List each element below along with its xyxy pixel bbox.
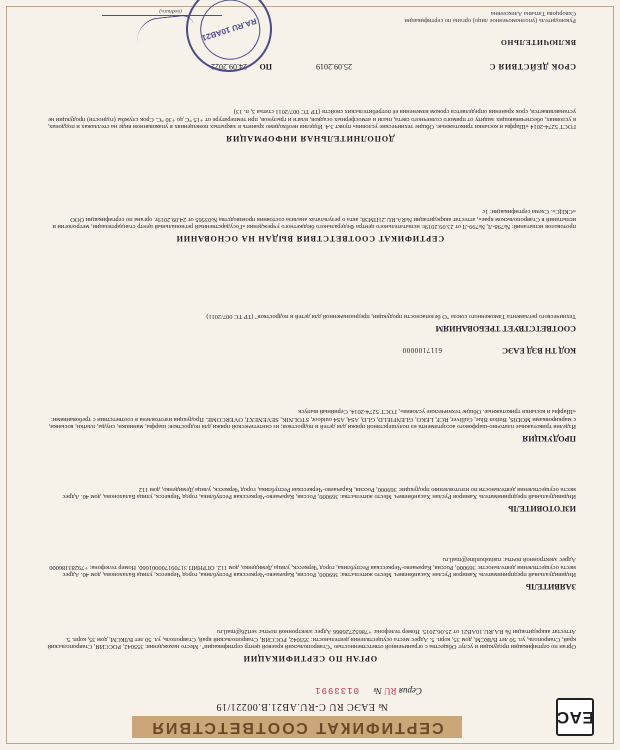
signature-label: (подпись) (159, 8, 182, 14)
head-name: Скворцова Татьяна Алексеевна (490, 9, 576, 17)
tnved-value: 6117100000 (402, 346, 442, 354)
compliance-text: Технического регламента Таможенного союза "О безопасности продукции, предназначенной для детей и подростков" (ТР ТС 007/2011) (206, 313, 576, 320)
tnved-title: КОД ТН ВЭД ЕАЭС (502, 346, 576, 355)
head-of-body-note (276, 9, 576, 24)
applicant-text: Индивидуальный предприниматель Хамиров Руслан Хасанбиевич. Место жительства: 369000, Россия, Карачаево-Черкесская Республика, город Черкесск, улица Балахонова, дом 40. Адрес места осуществления деятельности: 369000, Россия, Карачаево-Черкесская Республика, город Черкесск, улица Демиденко, дом 112. ОГРНИП 317091700001660. Номер телефона: +79283186000 Адрес электронной почты: rustushonline@mail.ru (49, 556, 576, 578)
certificate-title: СЕРТИФИКАТ СООТВЕТСТВИЯ (132, 716, 462, 738)
series-value: RU (383, 686, 397, 696)
manufacturer-text: Индивидуальный предприниматель Хамиров Руслан Хасанбиевич. Место жительства: 369000, Россия, Карачаево-Черкесская Республика, город Черкесск, улица Балахонова, дом 40. Адрес места осуществления деятельности по изготовлению продукции: 369000, Россия, Карачаево-Черкесская Республика, город Черкесск, улица Демиденко, дом 112 (62, 485, 576, 500)
basis-title: СЕРТИФИКАТ СООТВЕТСТВИЯ ВЫДАН НА ОСНОВАНИИ (175, 234, 445, 243)
eac-logo: EAC (556, 698, 594, 736)
series-label: Серия (398, 686, 422, 696)
validity-to: 24.09.2022 (211, 62, 247, 71)
validity-label: СРОК ДЕЙСТВИЯ С (489, 62, 576, 71)
series-line (314, 686, 422, 694)
head-note-text: Руководитель (уполномоченное лицо) органа по сертификации (404, 17, 576, 24)
additional-info-text: ГОСТ 5274-2014 «Шарфы и косынки трикотажные. Общие технические условия» пункт 3.4. Изделия необходимо хранить в закрытых помещениях в упакованном виде на стеллажах и поддонах, в условиях, обеспечивающих защиту от прямого солнечного света, пыли и атмосферных осадков, влаги и грызунов, при температуре от +15 °С до +30 °С. Срок службы (годности) продукции не устанавливается, срок хранения определяется сроком изменения её потребительских свойств (ТР ТС 007/2011 статья 3, п. 13) (47, 108, 576, 130)
cert-body-text: Орган по сертификации продукции и услуг Общества с ограниченной ответственностью "Ставропольский краевой центр сертификации". Место нахождения: 355042, РОССИЯ, Ставропольский край, Ставрополь, ул. 50 лет ВЛКСМ, дом 35, корп. 5. Адрес места осуществления деятельности: 355042, РОССИЯ, Ставропольский край, Ставрополь, ул. 50 лет ВЛКСМ, дом 35, корп. 5. Аттестат аккредитации № RA.RU.10AB21 от 25.06.2015. Номер телефона: +78652726866 Адрес электронной почты: sert26@mail.ru (47, 628, 576, 650)
certificate-header (18, 680, 602, 740)
manufacturer-title: ИЗГОТОВИТЕЛЬ (508, 504, 576, 513)
series-no-label: № (373, 686, 382, 696)
certificate-number-label: № ЕАЭС (346, 701, 389, 712)
validity-from: 25.09.2019 (316, 62, 352, 71)
validity-to-label: ПО (259, 62, 272, 71)
compliance-title: СООТВЕТСТВУЕТ ТРЕБОВАНИЯМ (435, 324, 576, 333)
certificate-number (152, 703, 452, 710)
series-number: 0133991 (314, 685, 359, 695)
certificate-content (18, 10, 602, 740)
applicant-title: ЗАЯВИТЕЛЬ (525, 582, 576, 591)
cert-body-title: ОРГАН ПО СЕРТИФИКАЦИИ (242, 654, 378, 663)
seal-inner-ring (192, 0, 268, 67)
product-text: Изделия трикотажные платочно-шарфового ассортимента из полушерстяной пряжи для детей и подростков; из синтетической пряжи для подростков: шарфы, манишки, снуды, платки, косынки, с маркировками MODIS, Button Blue, Gulliver, RCF, LEKO, GLENFIELD, GLD, AS4, AS4 outdoor, STOLNIK, SEVENEXT, OVERCOME. Продукция изготовлена в соответствии с требованиями: «Шарфы и косынки трикотажные. Общие технические условия», ГОСТ 5274-2014. Серийный выпуск (48, 408, 576, 430)
additional-info-title: ДОПОЛНИТЕЛЬНАЯ ИНФОРМАЦИЯ (225, 134, 395, 143)
product-title: ПРОДУКЦИЯ (522, 434, 576, 443)
certificate-number-value: RU С-RU.AB21.B.00221/19 (215, 701, 344, 712)
validity-inclusive: ВКЛЮЧИТЕЛЬНО (500, 38, 576, 47)
seal-text: RA.RU 10AB21 (200, 16, 258, 43)
basis-text: протоколов испытаний: №798-Л, №799-Л от 23.09.2019г. испытательного центра Федерального бюджетного учреждения «Государственный региональный центр стандартизации, метрологии и испытаний в Ставропольском крае», аттестат аккредитации №RA.RU.21ПМ38; акта о результатах анализа состояния производства №03565 от 24.09.2019г. органа по сертификации ООО «СКЦС». Схема сертификации: 1с (52, 208, 576, 230)
